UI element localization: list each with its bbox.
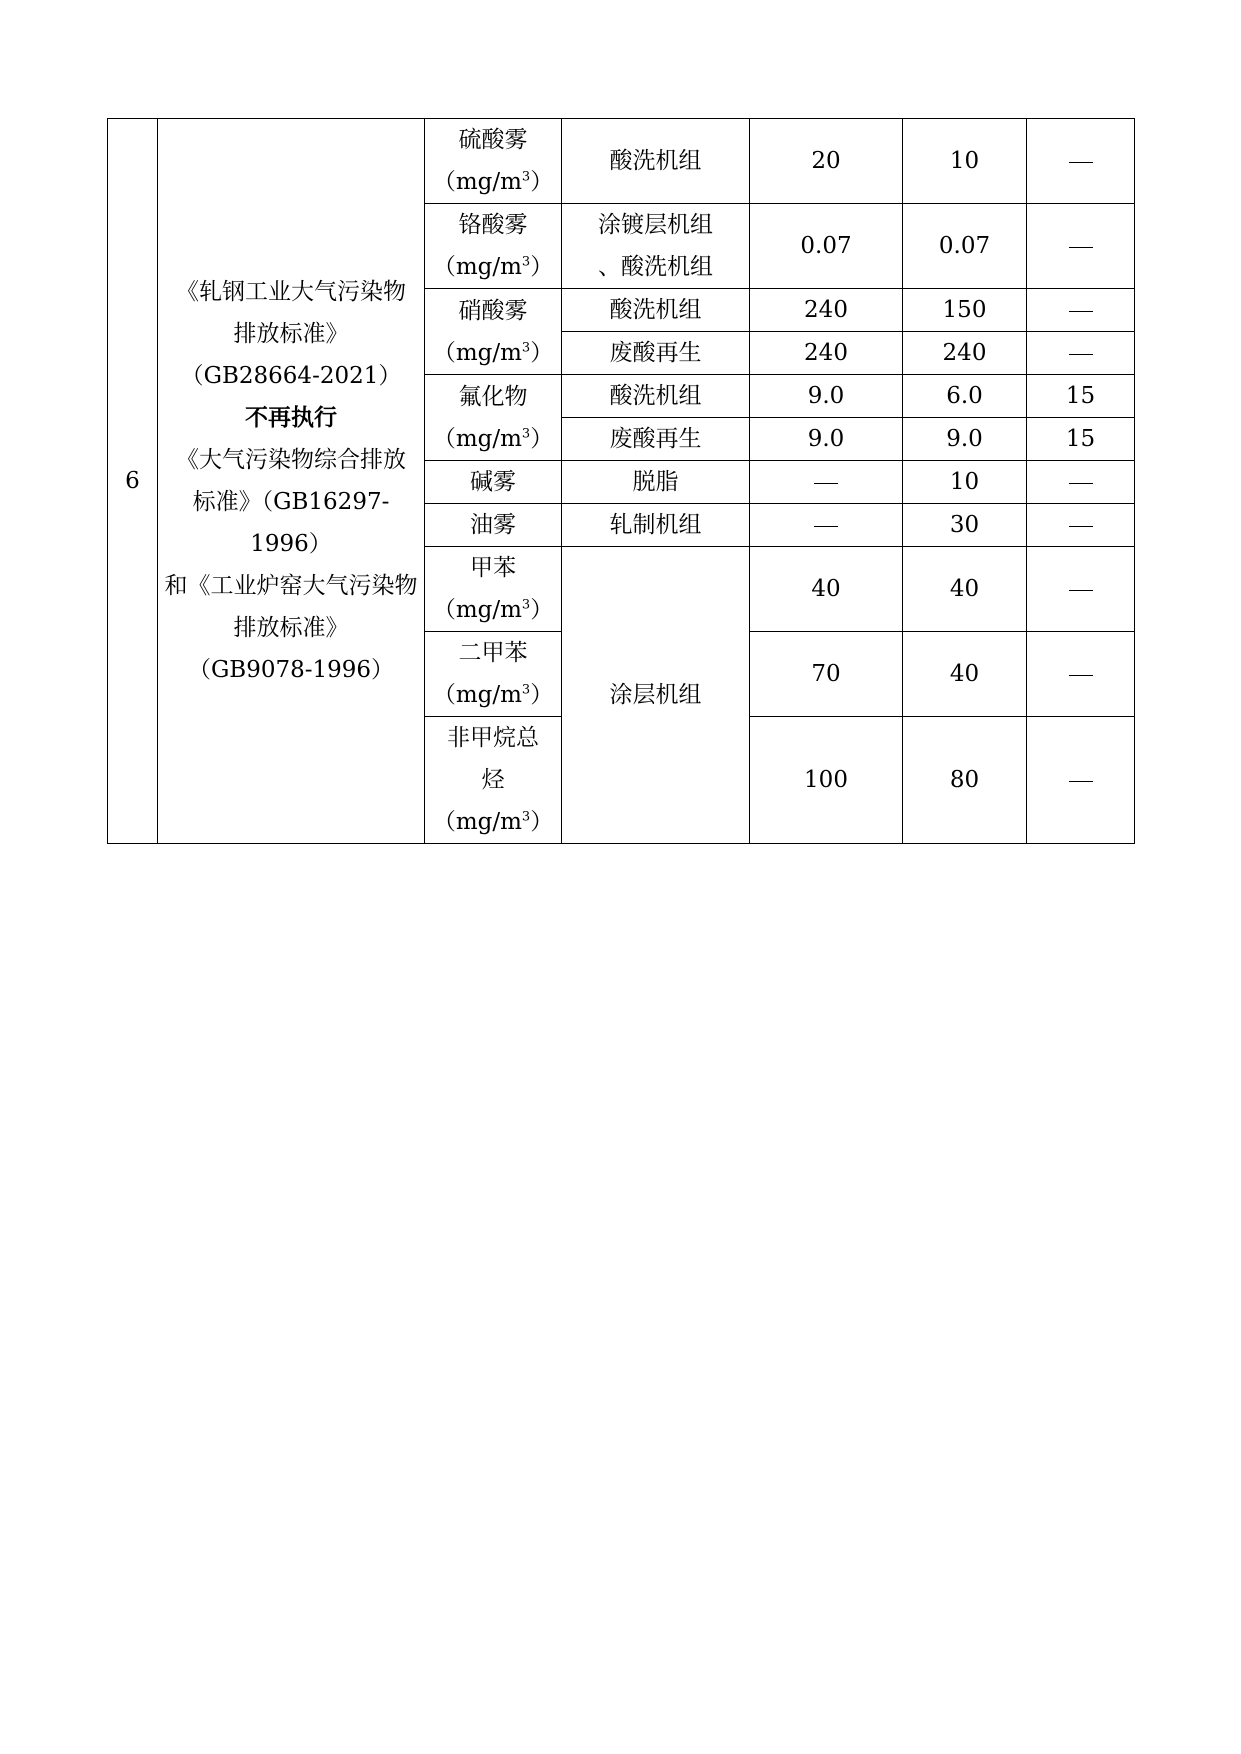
dash-mark xyxy=(814,526,838,527)
pollutant-cell: 油雾 xyxy=(425,504,562,547)
value-cell: 40 xyxy=(903,547,1027,632)
value-cell: 40 xyxy=(903,632,1027,717)
dash-mark xyxy=(1069,162,1093,163)
value-cell: 150 xyxy=(903,289,1027,332)
value-cell: 10 xyxy=(903,119,1027,204)
value-cell xyxy=(1027,204,1135,289)
value-cell: 9.0 xyxy=(903,418,1027,461)
value-cell: 20 xyxy=(750,119,903,204)
process-cell: 酸洗机组 xyxy=(562,289,750,332)
row-number-cell: 6 xyxy=(108,119,158,844)
dash-mark xyxy=(1069,526,1093,527)
value-cell xyxy=(1027,289,1135,332)
process-cell: 轧制机组 xyxy=(562,504,750,547)
pollutant-cell: 甲苯 $(mg/m^3)$ xyxy=(425,547,562,632)
process-cell: 废酸再生 xyxy=(562,418,750,461)
process-cell: 涂层机组 xyxy=(562,547,750,844)
table-row xyxy=(108,119,1135,204)
pollutant-cell: 碱雾 xyxy=(425,461,562,504)
value-cell xyxy=(1027,632,1135,717)
pollutant-cell: 非甲烷总 烃$(mg/m^3)$ xyxy=(425,717,562,844)
process-cell: 脱脂 xyxy=(562,461,750,504)
value-cell: 15 xyxy=(1027,418,1135,461)
dash-mark xyxy=(1069,781,1093,782)
value-cell xyxy=(1027,461,1135,504)
value-cell: 9.0 xyxy=(750,418,903,461)
value-cell: 6.0 xyxy=(903,375,1027,418)
dash-mark xyxy=(1069,675,1093,676)
pollutant-cell: 铬酸雾 $(mg/m^3)$ xyxy=(425,204,562,289)
dash-mark xyxy=(814,483,838,484)
value-cell: 240 xyxy=(750,332,903,375)
value-cell: 10 xyxy=(903,461,1027,504)
value-cell: 70 xyxy=(750,632,903,717)
value-cell xyxy=(1027,717,1135,844)
dash-mark xyxy=(1069,483,1093,484)
standard-cell: 《轧钢工业大气污染物 排放标准》 （GB28664-2021） 不再执行 《大气污染物综合排放 标准》（GB16297-1996） 和《工业炉窑大气污染物 排放标准》 （GB9078-1996） xyxy=(158,119,425,844)
value-cell: 30 xyxy=(903,504,1027,547)
value-cell: 240 xyxy=(750,289,903,332)
dash-mark xyxy=(1069,247,1093,248)
pollutant-cell: 硝酸雾 $(mg/m^3)$ xyxy=(425,289,562,375)
pollutant-cell: 二甲苯 $(mg/m^3)$ xyxy=(425,632,562,717)
value-cell xyxy=(1027,119,1135,204)
value-cell: 100 xyxy=(750,717,903,844)
value-cell: 9.0 xyxy=(750,375,903,418)
dash-mark xyxy=(1069,311,1093,312)
value-cell: 80 xyxy=(903,717,1027,844)
value-cell xyxy=(750,504,903,547)
pollutant-cell: 氟化物 $(mg/m^3)$ xyxy=(425,375,562,461)
dash-mark xyxy=(1069,590,1093,591)
emission-standards-table xyxy=(107,118,1135,844)
process-cell: 酸洗机组 xyxy=(562,375,750,418)
pollutant-cell: 硫酸雾 $(mg/m^3)$ xyxy=(425,119,562,204)
value-cell: 15 xyxy=(1027,375,1135,418)
dash-mark xyxy=(1069,354,1093,355)
value-cell xyxy=(1027,332,1135,375)
value-cell: 0.07 xyxy=(903,204,1027,289)
value-cell xyxy=(1027,547,1135,632)
process-cell: 酸洗机组 xyxy=(562,119,750,204)
value-cell: 240 xyxy=(903,332,1027,375)
value-cell: 0.07 xyxy=(750,204,903,289)
process-cell: 涂镀层机组 、酸洗机组 xyxy=(562,204,750,289)
value-cell: 40 xyxy=(750,547,903,632)
value-cell xyxy=(1027,504,1135,547)
process-cell: 废酸再生 xyxy=(562,332,750,375)
value-cell xyxy=(750,461,903,504)
